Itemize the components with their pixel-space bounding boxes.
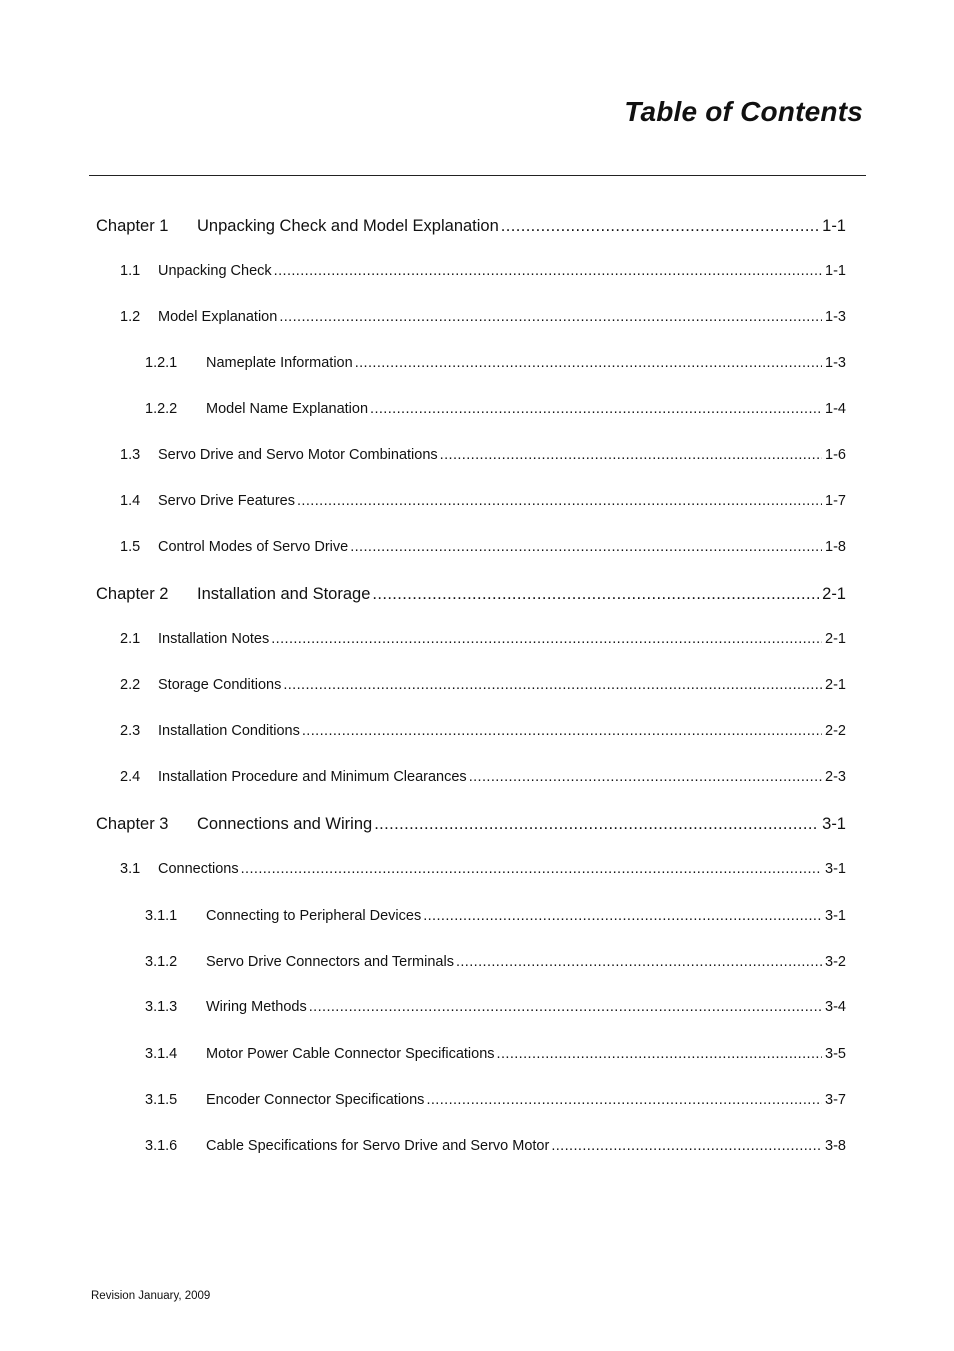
- toc-entry-number: Chapter 3: [96, 815, 169, 833]
- toc-entry-title: Installation Conditions: [158, 723, 300, 739]
- toc-entry-page-number: 3-1: [825, 908, 846, 924]
- toc-entry-title: Model Explanation: [158, 309, 278, 325]
- toc-subsection-entry[interactable]: [145, 1092, 846, 1108]
- toc-entry-title: Storage Conditions: [158, 677, 282, 693]
- toc-dot-leader: [551, 1138, 822, 1154]
- toc-dot-leader: [271, 631, 822, 647]
- toc-entry-page-number: 3-1: [822, 815, 846, 833]
- toc-entry-number: 1.3: [120, 447, 141, 463]
- toc-entry-page-number: 2-3: [825, 769, 846, 785]
- toc-entry-page-number: 3-8: [825, 1138, 846, 1154]
- toc-dot-leader: [374, 815, 819, 834]
- toc-subsection-entry[interactable]: [145, 954, 846, 970]
- toc-dot-leader: [423, 908, 822, 924]
- toc-entry-page-number: 1-1: [822, 217, 846, 235]
- toc-entry-page-number: 2-1: [822, 585, 846, 603]
- toc-entry-number: Chapter 1: [96, 217, 169, 235]
- toc-entry-number: 1.4: [120, 493, 141, 509]
- toc-dot-leader: [426, 1092, 822, 1108]
- toc-section-entry[interactable]: [120, 447, 846, 463]
- toc-entry-page-number: 1-1: [825, 263, 846, 279]
- toc-dot-leader: [440, 447, 822, 463]
- toc-section-entry[interactable]: [120, 263, 846, 279]
- toc-entry-page-number: 2-2: [825, 723, 846, 739]
- toc-entry-number: Chapter 2: [96, 585, 169, 603]
- toc-dot-leader: [297, 493, 822, 509]
- toc-entry-page-number: 3-5: [825, 1046, 846, 1062]
- toc-chapter-entry[interactable]: [96, 217, 846, 236]
- toc-dot-leader: [501, 217, 819, 236]
- toc-entry-number: 2.2: [120, 677, 141, 693]
- toc-subsection-entry[interactable]: [145, 999, 846, 1015]
- toc-dot-leader: [497, 1046, 823, 1062]
- toc-entry-page-number: 3-7: [825, 1092, 846, 1108]
- toc-entry-number: 3.1.5: [145, 1092, 178, 1108]
- toc-entry-number: 2.1: [120, 631, 141, 647]
- toc-entry-page-number: 3-4: [825, 999, 846, 1015]
- toc-dot-leader: [309, 999, 822, 1015]
- toc-entry-title: Servo Drive and Servo Motor Combinations: [158, 447, 438, 463]
- toc-subsection-entry[interactable]: [145, 1046, 846, 1062]
- toc-entry-page-number: 3-1: [825, 861, 846, 877]
- toc-section-entry[interactable]: [120, 677, 846, 693]
- toc-entry-number: 3.1.1: [145, 908, 178, 924]
- toc-entry-title: Motor Power Cable Connector Specifications: [206, 1046, 495, 1062]
- toc-section-entry[interactable]: [120, 861, 846, 877]
- toc-entry-number: 1.2.2: [145, 401, 178, 417]
- toc-entry-number: 1.2: [120, 309, 141, 325]
- toc-entry-number: 1.1: [120, 263, 141, 279]
- toc-entry-page-number: 1-6: [825, 447, 846, 463]
- toc-section-entry[interactable]: [120, 539, 846, 555]
- toc-entry-number: 3.1.3: [145, 999, 178, 1015]
- toc-entry-page-number: 3-2: [825, 954, 846, 970]
- toc-dot-leader: [469, 769, 822, 785]
- toc-entry-title: Control Modes of Servo Drive: [158, 539, 349, 555]
- toc-dot-leader: [355, 355, 822, 371]
- toc-entry-title: Servo Drive Features: [158, 493, 295, 509]
- toc-entry-title: Servo Drive Connectors and Terminals: [206, 954, 454, 970]
- toc-chapter-entry[interactable]: [96, 585, 846, 604]
- toc-dot-leader: [350, 539, 822, 555]
- toc-entry-page-number: 1-4: [825, 401, 846, 417]
- toc-subsection-entry[interactable]: [145, 401, 846, 417]
- toc-section-entry[interactable]: [120, 309, 846, 325]
- toc-section-entry[interactable]: [120, 493, 846, 509]
- toc-entry-number: 2.3: [120, 723, 141, 739]
- toc-dot-leader: [370, 401, 822, 417]
- toc-entry-title: Installation Procedure and Minimum Clearances: [158, 769, 467, 785]
- toc-dot-leader: [302, 723, 822, 739]
- toc-dot-leader: [274, 263, 822, 279]
- toc-subsection-entry[interactable]: [145, 355, 846, 371]
- toc-dot-leader: [241, 861, 822, 877]
- toc-entry-title: Model Name Explanation: [206, 401, 369, 417]
- toc-entry-title: Nameplate Information: [206, 355, 353, 371]
- toc-entry-title: Wiring Methods: [206, 999, 307, 1015]
- toc-dot-leader: [456, 954, 822, 970]
- toc-section-entry[interactable]: [120, 723, 846, 739]
- toc-entry-number: 2.4: [120, 769, 141, 785]
- toc-entry-title: Installation and Storage: [197, 585, 371, 603]
- toc-section-entry[interactable]: [120, 631, 846, 647]
- toc-dot-leader: [372, 585, 819, 604]
- toc-entry-number: 1.5: [120, 539, 141, 555]
- toc-entry-title: Connections and Wiring: [197, 815, 373, 833]
- toc-entry-page-number: 1-8: [825, 539, 846, 555]
- toc-entry-title: Connections: [158, 861, 239, 877]
- toc-entry-title: Cable Specifications for Servo Drive and Servo Motor: [206, 1138, 550, 1154]
- toc-chapter-entry[interactable]: [96, 815, 846, 834]
- toc-entry-page-number: 1-7: [825, 493, 846, 509]
- toc-entry-number: 3.1: [120, 861, 141, 877]
- toc-entry-title: Connecting to Peripheral Devices: [206, 908, 422, 924]
- toc-entry-number: 3.1.6: [145, 1138, 178, 1154]
- toc-entry-page-number: 2-1: [825, 677, 846, 693]
- revision-footer: Revision January, 2009: [91, 1290, 211, 1302]
- toc-entry-number: 3.1.2: [145, 954, 178, 970]
- toc-entry-title: Encoder Connector Specifications: [206, 1092, 425, 1108]
- toc-dot-leader: [283, 677, 822, 693]
- toc-entry-page-number: 1-3: [825, 309, 846, 325]
- toc-entry-page-number: 2-1: [825, 631, 846, 647]
- toc-subsection-entry[interactable]: [145, 908, 846, 924]
- toc-entry-title: Installation Notes: [158, 631, 270, 647]
- toc-entry-number: 1.2.1: [145, 355, 178, 371]
- toc-entry-title: Unpacking Check and Model Explanation: [197, 217, 499, 235]
- toc-dot-leader: [279, 309, 822, 325]
- toc-entry-page-number: 1-3: [825, 355, 846, 371]
- toc-subsection-entry[interactable]: [145, 1138, 846, 1154]
- toc-section-entry[interactable]: [120, 769, 846, 785]
- toc-entry-number: 3.1.4: [145, 1046, 178, 1062]
- page-title: Table of Contents: [624, 96, 863, 127]
- toc-entry-title: Unpacking Check: [158, 263, 272, 279]
